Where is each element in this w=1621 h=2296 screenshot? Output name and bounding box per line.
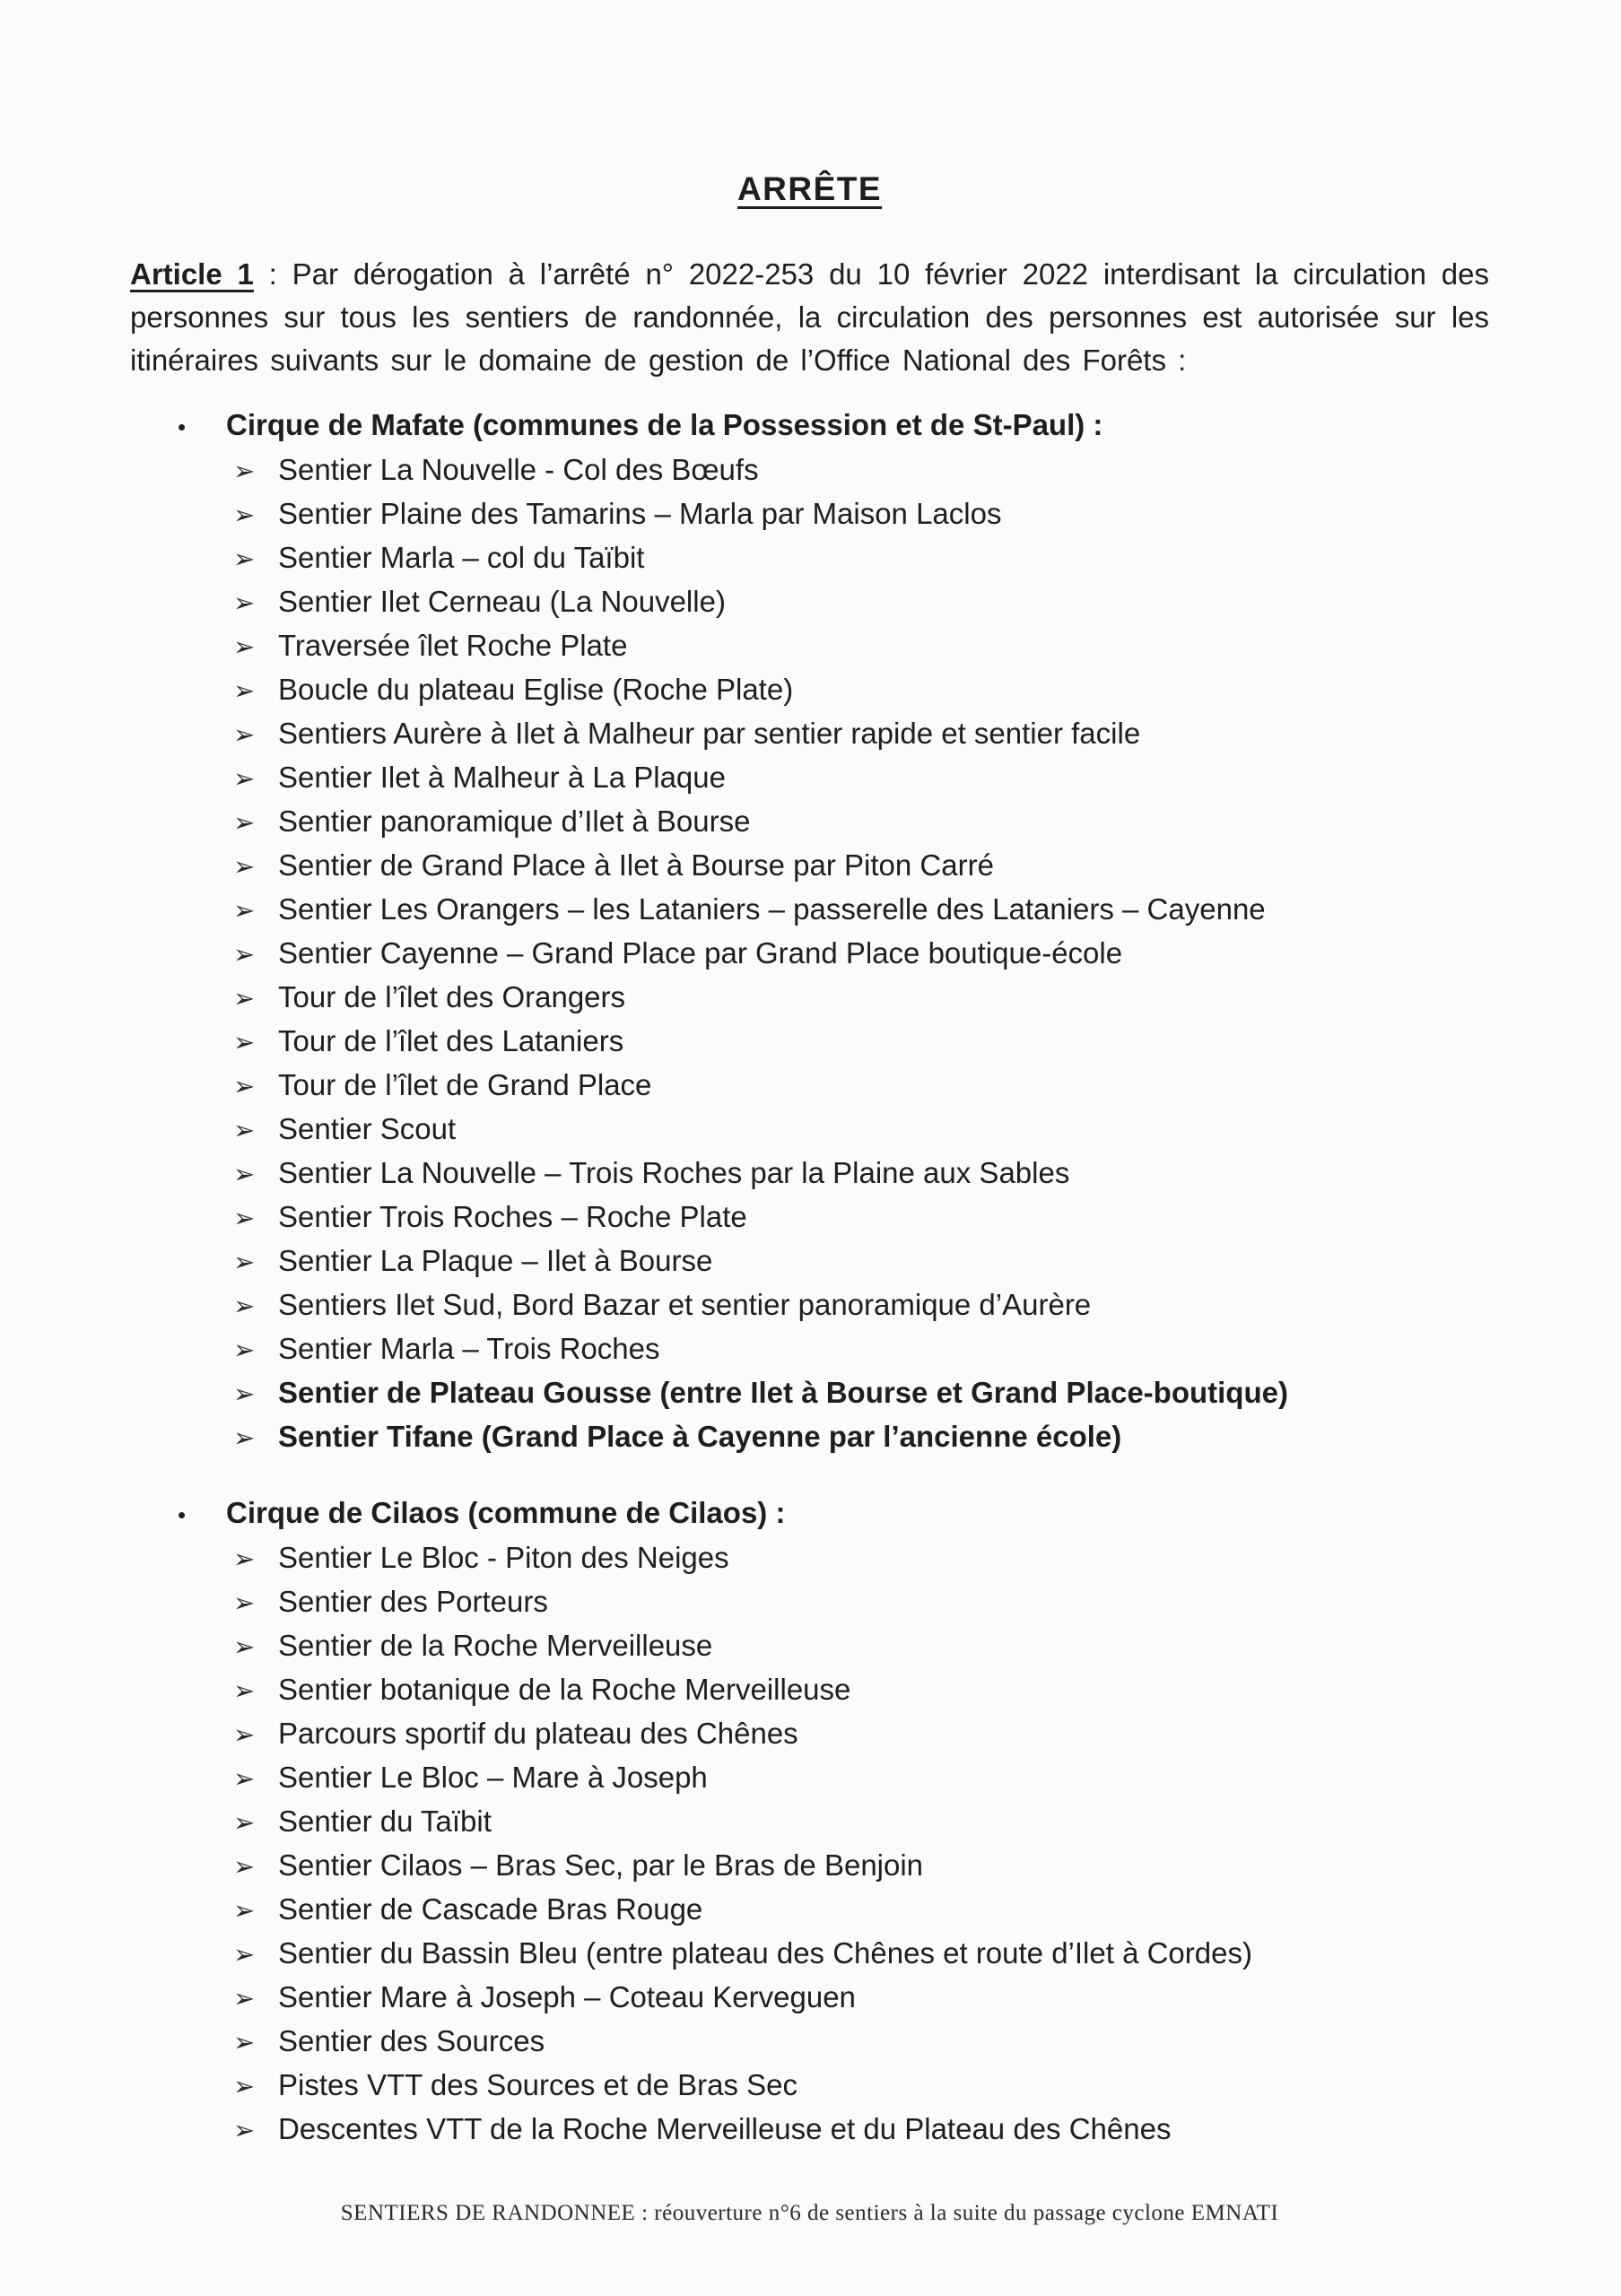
arrow-bullet-icon: ➢ [233,2027,256,2057]
trail-name: Traversée îlet Roche Plate [278,629,628,662]
trail-name: Sentier Le Bloc - Piton des Neiges [278,1541,729,1574]
trail-name: Sentier des Porteurs [278,1585,548,1618]
list-item [130,448,1489,492]
arrow-bullet-icon: ➢ [233,939,256,970]
trail-name: Parcours sportif du plateau des Chênes [278,1717,798,1750]
trail-name: Tour de l’îlet des Orangers [278,980,626,1013]
section-cilaos [130,1492,1489,2152]
arrow-bullet-icon: ➢ [233,763,256,794]
arrow-bullet-icon: ➢ [233,1587,256,1618]
arrow-bullet-icon: ➢ [233,1631,256,1662]
list-item [130,1152,1489,1196]
trail-list-cilaos [130,1536,1489,2152]
section-heading [130,404,1489,448]
bullet-icon: • [178,1501,187,1528]
list-item [130,800,1489,844]
list-item [130,1064,1489,1108]
trail-name: Pistes VTT des Sources et de Bras Sec [278,2068,797,2101]
arrow-bullet-icon: ➢ [233,1247,256,1277]
document-title [130,167,1489,212]
section-mafate [130,404,1489,1459]
list-item [130,1976,1489,2020]
trail-name: Sentier panoramique d’Ilet à Bourse [278,804,751,838]
arrow-bullet-icon: ➢ [233,983,256,1013]
trail-name: Sentier Cilaos – Bras Sec, par le Bras de Benjoin [278,1848,924,1882]
list-item [130,668,1489,712]
list-item [130,1239,1489,1283]
list-item [130,1932,1489,1976]
trail-name: Sentier La Nouvelle – Trois Roches par la Plaine aux Sables [278,1156,1070,1189]
arrow-bullet-icon: ➢ [233,851,256,882]
arrow-bullet-icon: ➢ [233,1203,256,1233]
arrow-bullet-icon: ➢ [233,1544,256,1574]
list-item [130,2108,1489,2152]
trail-name: Sentier Ilet à Malheur à La Plaque [278,761,726,794]
list-item [130,1800,1489,1844]
trail-name: Sentiers Aurère à Ilet à Malheur par sentier rapide et sentier facile [278,717,1141,750]
list-item [130,976,1489,1020]
arrow-bullet-icon: ➢ [233,587,256,618]
arrow-bullet-icon: ➢ [233,675,256,706]
arrow-bullet-icon: ➢ [233,1071,256,1101]
section-heading [130,1492,1489,1536]
list-item [130,932,1489,976]
trail-name: Sentier Ilet Cerneau (La Nouvelle) [278,585,726,618]
arrow-bullet-icon: ➢ [233,544,256,574]
list-item [130,2020,1489,2064]
trail-name: Sentier botanique de la Roche Merveilleuse [278,1673,851,1706]
arrow-bullet-icon: ➢ [233,500,256,530]
arrow-bullet-icon: ➢ [233,1807,256,1838]
list-item [130,756,1489,800]
trail-name: Sentiers Ilet Sud, Bord Bazar et sentier panoramique d’Aurère [278,1288,1092,1321]
trail-name: Sentier de Plateau Gousse (entre Ilet à Bourse et Grand Place-boutique) [278,1376,1288,1409]
list-item [130,1371,1489,1415]
trail-name: Sentier Marla – Trois Roches [278,1332,660,1365]
arrow-bullet-icon: ➢ [233,1763,256,1794]
list-item [130,1624,1489,1668]
list-item [130,1283,1489,1327]
bullet-icon: • [178,413,187,440]
trail-name: Sentier Cayenne – Grand Place par Grand Place boutique-école [278,936,1123,970]
list-item [130,1756,1489,1800]
trail-name: Tour de l’îlet de Grand Place [278,1068,652,1101]
arrow-bullet-icon: ➢ [233,895,256,926]
arrow-bullet-icon: ➢ [233,456,256,486]
list-item [130,888,1489,932]
trail-name: Tour de l’îlet des Lataniers [278,1024,624,1057]
arrow-bullet-icon: ➢ [233,631,256,662]
trail-name: Sentier Plaine des Tamarins – Marla par Maison Laclos [278,497,1002,530]
trail-name: Sentier Scout [278,1112,457,1145]
list-item [130,844,1489,888]
intro-text: Par dérogation à l’arrêté n° 2022-253 du 10 février 2022 interdisant la circulation des personnes sur tous les sentiers de randonnée, la circulation des personnes est autorisée sur les itinéraires suivants sur le domaine de gestion de l’Office National des Forêts : [130,257,1489,377]
list-item [130,1712,1489,1756]
list-item [130,1108,1489,1152]
arrow-bullet-icon: ➢ [233,1851,256,1882]
arrow-bullet-icon: ➢ [233,1719,256,1750]
arrow-bullet-icon: ➢ [233,2115,256,2145]
arrow-bullet-icon: ➢ [233,1335,256,1365]
trail-name: Sentier du Bassin Bleu (entre plateau des Chênes et route d’Ilet à Cordes) [278,1936,1252,1970]
arrow-bullet-icon: ➢ [233,1939,256,1970]
trail-name: Sentier Mare à Joseph – Coteau Kerveguen [278,1980,856,2013]
list-item [130,1196,1489,1239]
section-title: Cirque de Mafate (communes de la Possession et de St-Paul) : [226,408,1103,441]
section-title: Cirque de Cilaos (commune de Cilaos) : [226,1496,786,1529]
trail-name: Sentier Tifane (Grand Place à Cayenne par l’ancienne école) [278,1420,1122,1453]
list-item [130,492,1489,536]
trail-name: Sentier La Nouvelle - Col des Bœufs [278,453,759,486]
trail-name: Sentier Les Orangers – les Lataniers – passerelle des Lataniers – Cayenne [278,892,1266,926]
list-item [130,1580,1489,1624]
list-item [130,1536,1489,1580]
trail-name: Sentier Marla – col du Taïbit [278,541,645,574]
arrow-bullet-icon: ➢ [233,1159,256,1189]
article-label: Article 1 [130,257,254,291]
trail-name: Sentier des Sources [278,2024,545,2057]
list-item [130,536,1489,580]
trail-name: Descentes VTT de la Roche Merveilleuse et du Plateau des Chênes [278,2112,1172,2145]
list-item [130,1020,1489,1064]
footer-caption: SENTIERS DE RANDONNEE : réouverture n°6 de sentiers à la suite du passage cyclone EMNATI [340,2201,1279,2225]
arrow-bullet-icon: ➢ [233,1983,256,2013]
arrow-bullet-icon: ➢ [233,719,256,750]
arrow-bullet-icon: ➢ [233,1027,256,1057]
trail-list-mafate [130,448,1489,1459]
list-item [130,1844,1489,1888]
trail-name: Sentier de Grand Place à Ilet à Bourse par Piton Carré [278,848,994,882]
intro-paragraph [130,253,1489,382]
list-item [130,1888,1489,1932]
list-item [130,1668,1489,1712]
arrow-bullet-icon: ➢ [233,1115,256,1145]
trail-name: Boucle du plateau Eglise (Roche Plate) [278,673,794,706]
trail-name: Sentier de Cascade Bras Rouge [278,1892,703,1926]
list-item [130,2064,1489,2108]
list-item [130,1327,1489,1371]
arrow-bullet-icon: ➢ [233,1675,256,1706]
arrow-bullet-icon: ➢ [233,1291,256,1321]
document-title-text: ARRÊTE [736,170,883,207]
trail-name: Sentier La Plaque – Ilet à Bourse [278,1244,713,1277]
list-item [130,1415,1489,1459]
trail-name: Sentier du Taïbit [278,1805,492,1838]
arrow-bullet-icon: ➢ [233,1422,256,1453]
arrow-bullet-icon: ➢ [233,2071,256,2101]
arrow-bullet-icon: ➢ [233,1895,256,1926]
article-separator: : [253,257,292,291]
trail-name: Sentier Trois Roches – Roche Plate [278,1200,747,1233]
list-item [130,624,1489,668]
arrow-bullet-icon: ➢ [233,807,256,838]
list-item [130,580,1489,624]
list-item [130,712,1489,756]
trail-name: Sentier de la Roche Merveilleuse [278,1629,713,1662]
arrow-bullet-icon: ➢ [233,1378,256,1409]
trail-name: Sentier Le Bloc – Mare à Joseph [278,1761,708,1794]
